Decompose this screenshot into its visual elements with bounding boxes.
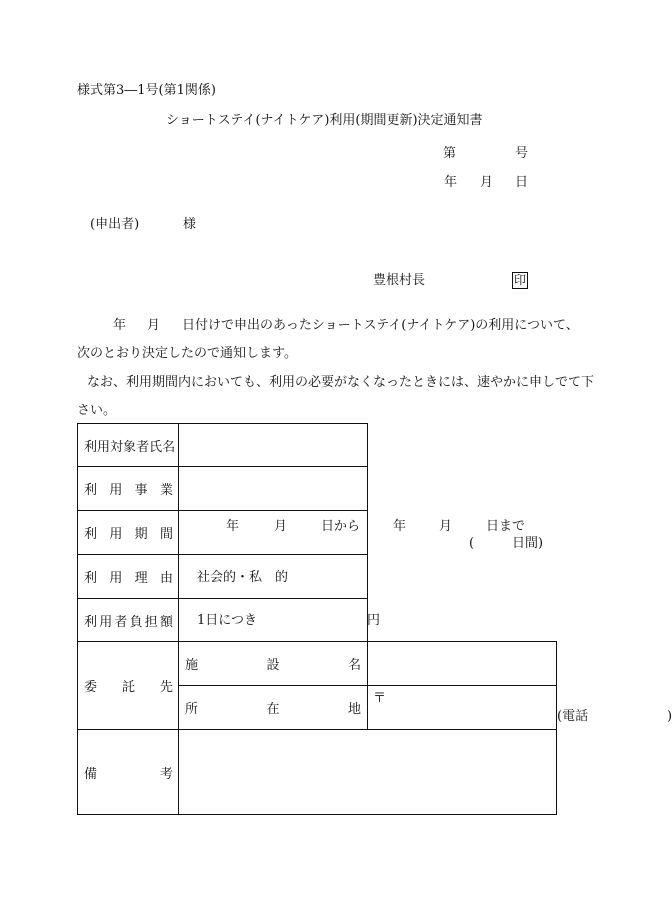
label-char: 用	[99, 614, 113, 630]
form-number: 様式第3―1号(第1関係)	[77, 83, 216, 98]
table-row	[78, 555, 557, 599]
row-label-cell	[78, 424, 179, 467]
period-month-from: 月	[274, 519, 288, 534]
label-char: 用	[109, 527, 123, 542]
label-char: 地	[347, 702, 361, 717]
fee-prefix: 1日につき	[197, 613, 258, 628]
row-label-cell	[78, 599, 179, 642]
label-char: 名	[347, 658, 361, 673]
body-line1: 日付けで申出のあったショートステイ(ナイトケア)の利用について、	[182, 318, 579, 333]
phone-close: )	[667, 709, 672, 724]
row-label-cell	[78, 555, 179, 599]
label-char: 用	[97, 439, 111, 455]
label-char: 由	[159, 571, 173, 586]
label-service	[78, 479, 178, 498]
body-month: 月	[147, 318, 161, 333]
period-month-to: 月	[439, 519, 453, 534]
label-char: 利	[84, 614, 98, 630]
label-char: 考	[159, 766, 173, 782]
date-day: 日	[515, 175, 529, 190]
address-field[interactable]	[368, 686, 672, 730]
label-char: 理	[134, 571, 148, 586]
label-period	[78, 523, 178, 542]
facility-field[interactable]	[368, 642, 557, 686]
label-char: 対	[110, 439, 124, 455]
subject-name-field[interactable]	[179, 424, 368, 467]
postal-mark: 〒	[373, 691, 387, 706]
row-label-cell	[78, 511, 179, 555]
issuer-seal	[512, 272, 528, 289]
label-char: 期	[134, 527, 148, 542]
table-row	[78, 467, 557, 511]
period-days-open: (	[469, 536, 475, 551]
period-year-to: 年	[393, 519, 407, 534]
label-char: 事	[134, 483, 148, 498]
label-char: 用	[109, 571, 123, 586]
doc-number-suffix: 号	[515, 146, 529, 161]
label-facility	[179, 654, 367, 673]
issuer-name: 豊根村長	[373, 273, 426, 288]
label-char: 先	[159, 680, 173, 695]
label-char: 業	[159, 483, 173, 498]
table-row	[78, 730, 557, 815]
body-line3: なお、利用期間内においても、利用の必要がなくなったときには、速やかに申しでて下	[87, 375, 595, 390]
label-char: 在	[266, 702, 280, 717]
label-char: 担	[144, 614, 158, 630]
period-days-close: 日間)	[512, 536, 544, 551]
date-year: 年	[444, 175, 458, 190]
sub-label-cell	[179, 642, 368, 686]
applicant-honorific: 様	[183, 217, 197, 232]
label-reason	[78, 567, 178, 586]
label-char: 利	[84, 439, 98, 455]
label-char: 利	[84, 483, 98, 498]
label-char: 者	[114, 614, 128, 630]
row-label-cell	[78, 642, 179, 730]
fee-unit: 円	[367, 613, 381, 628]
body-line2: 次のとおり決定したので通知します。	[77, 346, 297, 361]
label-contractor	[78, 676, 178, 695]
label-char: 名	[162, 439, 176, 455]
doc-number-prefix: 第	[443, 146, 457, 161]
period-from-label: 日から	[321, 519, 361, 534]
fee-field[interactable]	[179, 599, 381, 642]
table-row	[78, 424, 557, 467]
label-char: 象	[123, 439, 137, 455]
row-label-cell	[78, 467, 179, 511]
label-char: 負	[129, 614, 143, 630]
label-char: 備	[84, 766, 98, 782]
period-until-label: 日まで	[486, 519, 526, 534]
phone-open: (電話	[557, 709, 589, 724]
label-fee	[78, 611, 178, 630]
label-char: 間	[159, 527, 173, 542]
remarks-field[interactable]	[179, 730, 557, 815]
label-char: 利	[84, 527, 98, 542]
label-subject-name	[78, 436, 178, 455]
sub-label-cell	[179, 686, 368, 730]
document-title: ショートステイ(ナイトケア)利用(期間更新)決定通知書	[166, 113, 483, 128]
seal-mark: 印	[514, 273, 527, 287]
date-month: 月	[480, 175, 494, 190]
reason-options: 社会的・私 的	[197, 570, 289, 585]
label-char: 氏	[149, 439, 163, 455]
table-row	[78, 511, 557, 555]
table-row	[78, 642, 557, 686]
row-label-cell	[78, 730, 179, 815]
label-char: 所	[185, 702, 199, 717]
label-char: 設	[266, 658, 280, 673]
label-char: 利	[84, 571, 98, 586]
label-char: 託	[121, 680, 135, 695]
label-char: 者	[136, 439, 150, 455]
label-char: 額	[159, 614, 173, 630]
body-line4: さい。	[77, 403, 117, 418]
label-char: 施	[185, 658, 199, 673]
label-char: 用	[109, 483, 123, 498]
period-field[interactable]	[179, 511, 544, 555]
reason-field[interactable]	[179, 555, 368, 599]
applicant-label: (申出者)	[90, 217, 140, 232]
label-char: 委	[84, 680, 98, 695]
decision-table	[77, 423, 672, 815]
body-year: 年	[113, 318, 127, 333]
service-field[interactable]	[179, 467, 368, 511]
period-year-from: 年	[226, 519, 240, 534]
label-address	[179, 698, 367, 717]
label-remarks	[78, 763, 178, 782]
table-row	[78, 599, 557, 642]
